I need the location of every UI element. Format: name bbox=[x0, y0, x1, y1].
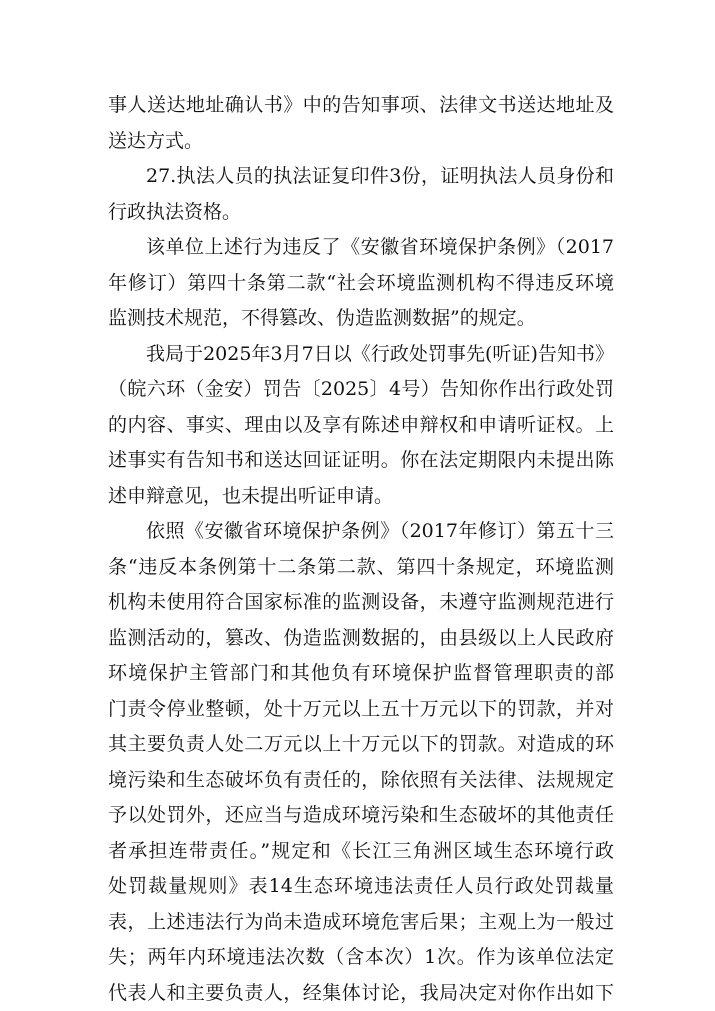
text-line: 环境保护主管部门和其他负有环境保护监督管理职责的部 bbox=[108, 662, 614, 684]
text-line: 该单位上述行为违反了《安徽省环境保护条例》（2017 bbox=[146, 236, 614, 258]
text-line: 我局于2025年3月7日以《行政处罚事先(听证)告知书》 bbox=[146, 342, 614, 365]
text-line: 的内容、事实、理由以及享有陈述申辩权和申请听证权。上 bbox=[108, 413, 614, 436]
text-line: （皖六环（金安）罚告〔2025〕4号）告知你作出行政处罚 bbox=[108, 378, 614, 400]
document-body bbox=[108, 88, 614, 1011]
text-line: 事人送达地址确认书》中的告知事项、法律文书送达地址及 bbox=[108, 94, 614, 116]
text-line: 27.执法人员的执法证复印件3份，证明执法人员身份和 bbox=[146, 165, 614, 187]
text-line: 其主要负责人处二万元以上十万元以下的罚款。对造成的环 bbox=[108, 733, 614, 755]
text-line: 依照《安徽省环境保护条例》（2017年修订）第五十三 bbox=[146, 520, 614, 542]
text-line: 监测技术规范，不得篡改、伪造监测数据”的规定。 bbox=[108, 307, 536, 329]
text-line: 行政执法资格。 bbox=[108, 200, 242, 223]
text-line: 代表人和主要负责人，经集体讨论，我局决定对你作出如下 bbox=[108, 981, 614, 1004]
text-line: 送达方式。 bbox=[108, 129, 204, 152]
text-line: 述申辩意见，也未提出听证申请。 bbox=[108, 484, 394, 507]
text-line: 失；两年内环境违法次数（含本次）1次。作为该单位法定 bbox=[108, 946, 614, 968]
text-line: 者承担连带责任。”规定和《长江三角洲区域生态环境行政 bbox=[108, 839, 614, 862]
text-line: 处罚裁量规则》表14生态环境违法责任人员行政处罚裁量 bbox=[108, 875, 614, 897]
text-line: 门责令停业整顿，处十万元以上五十万元以下的罚款，并对 bbox=[108, 697, 614, 720]
text-line: 境污染和生态破坏负有责任的，除依照有关法律、法规规定 bbox=[108, 768, 614, 791]
text-line: 机构未使用符合国家标准的监测设备，未遵守监测规范进行 bbox=[108, 591, 614, 613]
text-line: 监测活动的，篡改、伪造监测数据的，由县级以上人民政府 bbox=[108, 626, 614, 649]
text-line: 表，上述违法行为尚未造成环境危害后果；主观上为一般过 bbox=[108, 910, 614, 933]
text-line: 予以处罚外，还应当与造成环境污染和生态破坏的其他责任 bbox=[108, 804, 614, 826]
text-line: 年修订）第四十条第二款“社会环境监测机构不得违反环境 bbox=[108, 271, 614, 294]
text-line: 述事实有告知书和送达回证证明。你在法定期限内未提出陈 bbox=[108, 449, 614, 471]
text-line: 条“违反本条例第十二条第二款、第四十条规定，环境监测 bbox=[108, 555, 614, 578]
